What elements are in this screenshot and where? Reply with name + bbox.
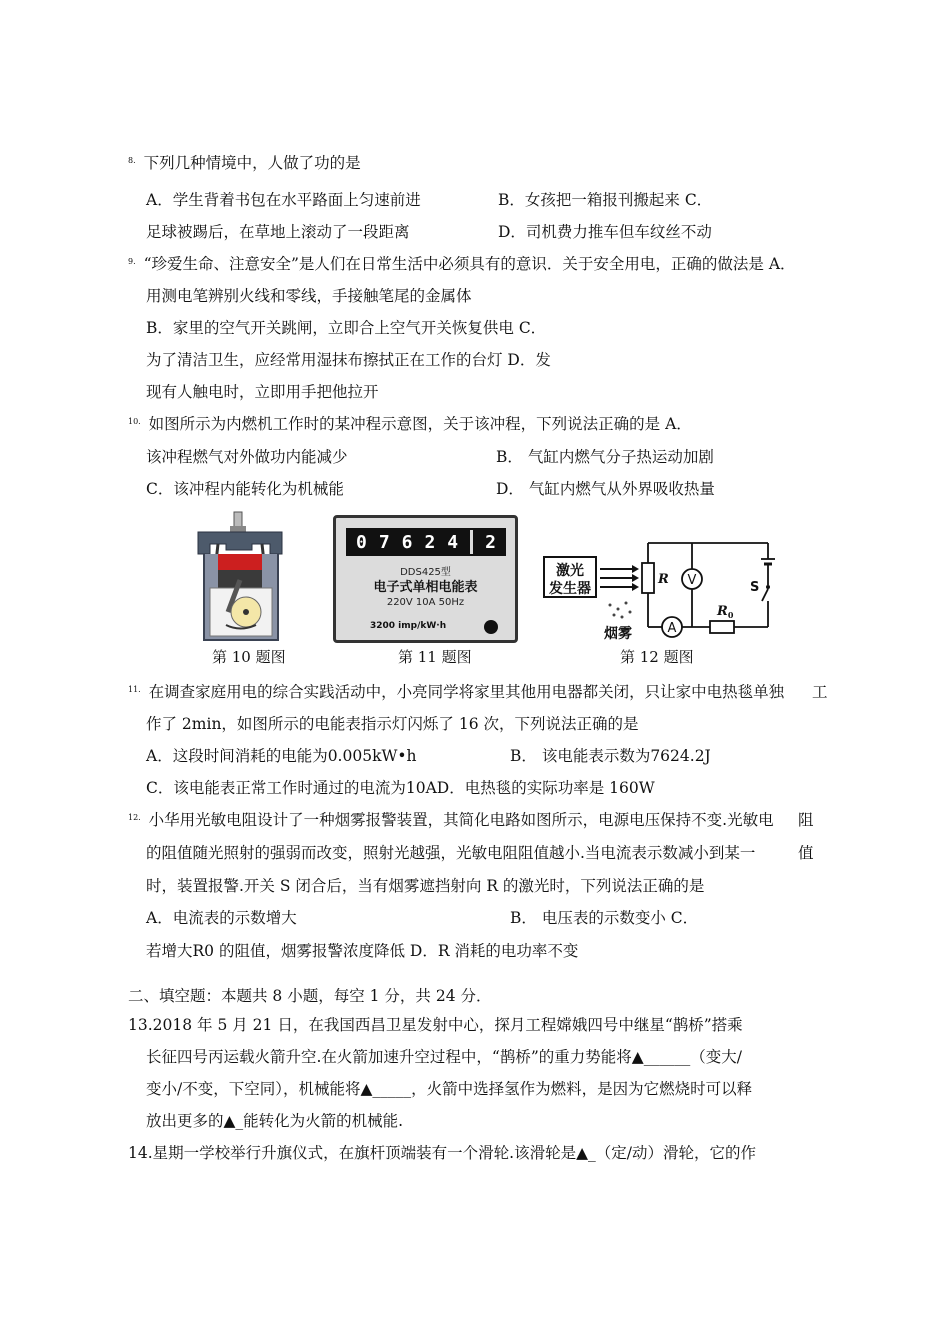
- q12-line-3: 时，装置报警.开关 S 闭合后，当有烟雾遮挡射向 R 的激光时，下列说法正确的是: [146, 877, 705, 895]
- q12-line-5: 若增大R0 的阻值，烟雾报警浓度降低 D．R 消耗的电功率不变: [146, 942, 579, 960]
- q11-line-1-text: 在调查家庭用电的综合实践活动中，小亮同学将家里其他用电器都关闭，只让家中电热毯单独: [148, 683, 785, 701]
- q13-line-3: 变小/不变，下空同），机械能将▲_____，火箭中选择氢作为燃料，是因为它燃烧时可以释: [146, 1080, 753, 1098]
- meter-digit: 2: [424, 531, 436, 553]
- q11-line-1-end: 工: [812, 683, 828, 701]
- q13-line-2: 长征四号丙运载火箭升空.在火箭加速升空过程中，“鹊桥”的重力势能将▲______（变大/: [146, 1048, 742, 1066]
- meter-digit-decimal: 2: [485, 531, 496, 553]
- meter-spec: 220V 10A 50Hz: [386, 597, 465, 608]
- q8-option-a: A．学生背着书包在水平路面上匀速前进: [146, 191, 421, 209]
- meter-imp: 3200 imp/kW·h: [370, 621, 447, 631]
- q12-line-2: 的阻值随光照射的强弱而改变，照射光越强，光敏电阻阻值越小.当电流表示数减小到某一: [146, 844, 756, 862]
- q9-line-4: 为了清洁卫生，应经常用湿抹布擦拭正在工作的台灯 D．发: [146, 351, 551, 369]
- q8-stem: [128, 153, 361, 173]
- q10-option-c: C．该冲程内能转化为机械能: [146, 480, 344, 498]
- q13-line-4: 放出更多的▲_能转化为火箭的机械能.: [146, 1112, 404, 1130]
- meter-digit: 0: [355, 531, 367, 553]
- q10-option-a: 该冲程燃气对外做功内能减少: [146, 448, 348, 466]
- q10-stem-text: 如图所示为内燃机工作时的某冲程示意图，关于该冲程，下列说法正确的是 A．: [148, 415, 692, 433]
- q8-stem-text: 下列几种情境中，人做了功的是: [143, 154, 361, 172]
- engine-cylinder-figure: [190, 510, 290, 645]
- q11-option-a: A．这段时间消耗的电能为0.005kW•h: [146, 747, 417, 765]
- ammeter-label: A: [667, 621, 677, 636]
- q10-number: 10.: [128, 417, 141, 426]
- caption-figure-10: 第 10 题图: [212, 648, 286, 666]
- q12-option-b: B． 电压表的示数变小 C．: [510, 909, 699, 927]
- meter-name: 电子式单相电能表: [373, 580, 478, 595]
- q12-line-1-text: 小华用光敏电阻设计了一种烟雾报警装置，其简化电路如图所示，电源电压保持不变.光敏电: [148, 811, 774, 829]
- q8-number: 8.: [128, 156, 136, 165]
- q8-option-c: 足球被踢后，在草地上滚动了一段距离: [146, 223, 410, 241]
- resistor-r-label: R: [658, 572, 669, 587]
- voltmeter-label: V: [687, 573, 697, 588]
- meter-digit: 4: [447, 531, 459, 553]
- caption-figure-12: 第 12 题图: [620, 648, 694, 666]
- meter-digit: 6: [401, 531, 413, 553]
- section-2-heading: 二、填空题：本题共 8 小题，每空 1 分，共 24 分．: [128, 987, 492, 1005]
- electric-meter-figure: [333, 515, 518, 643]
- smoke-label: 烟雾: [604, 626, 632, 642]
- q9-line-1: [128, 254, 796, 274]
- resistor-r0-label: $R_0$: [717, 604, 734, 620]
- q10-stem: [128, 414, 692, 434]
- q11-line-1: [128, 682, 784, 702]
- switch-s-label: S: [750, 580, 760, 595]
- q10-option-d: D． 气缸内燃气从外界吸收热量: [496, 480, 715, 498]
- q9-line-2: 用测电笔辨别火线和零线，手接触笔尾的金属体: [146, 287, 472, 305]
- q12-number: 12.: [128, 813, 141, 822]
- q12-line-1-end: 阻: [798, 811, 814, 829]
- q11-number: 11.: [128, 685, 141, 694]
- laser-label-1: 激光: [556, 563, 584, 579]
- q14-line-1: 14.星期一学校举行升旗仪式，在旗杆顶端装有一个滑轮.该滑轮是▲_（定/动）滑轮，它的作: [128, 1144, 756, 1162]
- q11-line-2: 作了 2min，如图所示的电能表指示灯闪烁了 16 次，下列说法正确的是: [146, 715, 639, 733]
- smoke-alarm-circuit-figure: [540, 535, 775, 647]
- q8-option-d: D．司机费力推车但车纹丝不动: [498, 223, 712, 241]
- q10-option-b: B． 气缸内燃气分子热运动加剧: [496, 448, 714, 466]
- q12-line-1: [128, 810, 774, 830]
- q11-option-b: B． 该电能表示数为7624.2J: [510, 747, 711, 765]
- q11-option-cd: C．该电能表正常工作时通过的电流为10AD．电热毯的实际功率是 160W: [146, 779, 655, 797]
- meter-display: [346, 528, 506, 556]
- indicator-light-icon: [484, 620, 498, 634]
- q13-line-1: 13.2018 年 5 月 21 日，在我国西昌卫星发射中心，探月工程嫦娥四号中继星“鹊桥”搭乘: [128, 1016, 743, 1034]
- q9-number: 9.: [128, 257, 136, 266]
- q8-option-b: B．女孩把一箱报刊搬起来 C．: [498, 191, 713, 209]
- q9-line-1-text: “珍爱生命、注意安全”是人们在日常生活中必须具有的意识．关于安全用电，正确的做法是 A．: [143, 255, 796, 273]
- meter-model: DDS425型: [400, 567, 451, 578]
- q12-line-2-end: 值: [798, 844, 814, 862]
- q9-line-3: B．家里的空气开关跳闸，立即合上空气开关恢复供电 C．: [146, 319, 547, 337]
- meter-digit: 7: [378, 531, 390, 553]
- laser-label-2: 发生器: [549, 581, 591, 597]
- q12-option-a: A．电流表的示数增大: [146, 909, 297, 927]
- caption-figure-11: 第 11 题图: [398, 648, 472, 666]
- q9-line-5: 现有人触电时，立即用手把他拉开: [146, 383, 379, 401]
